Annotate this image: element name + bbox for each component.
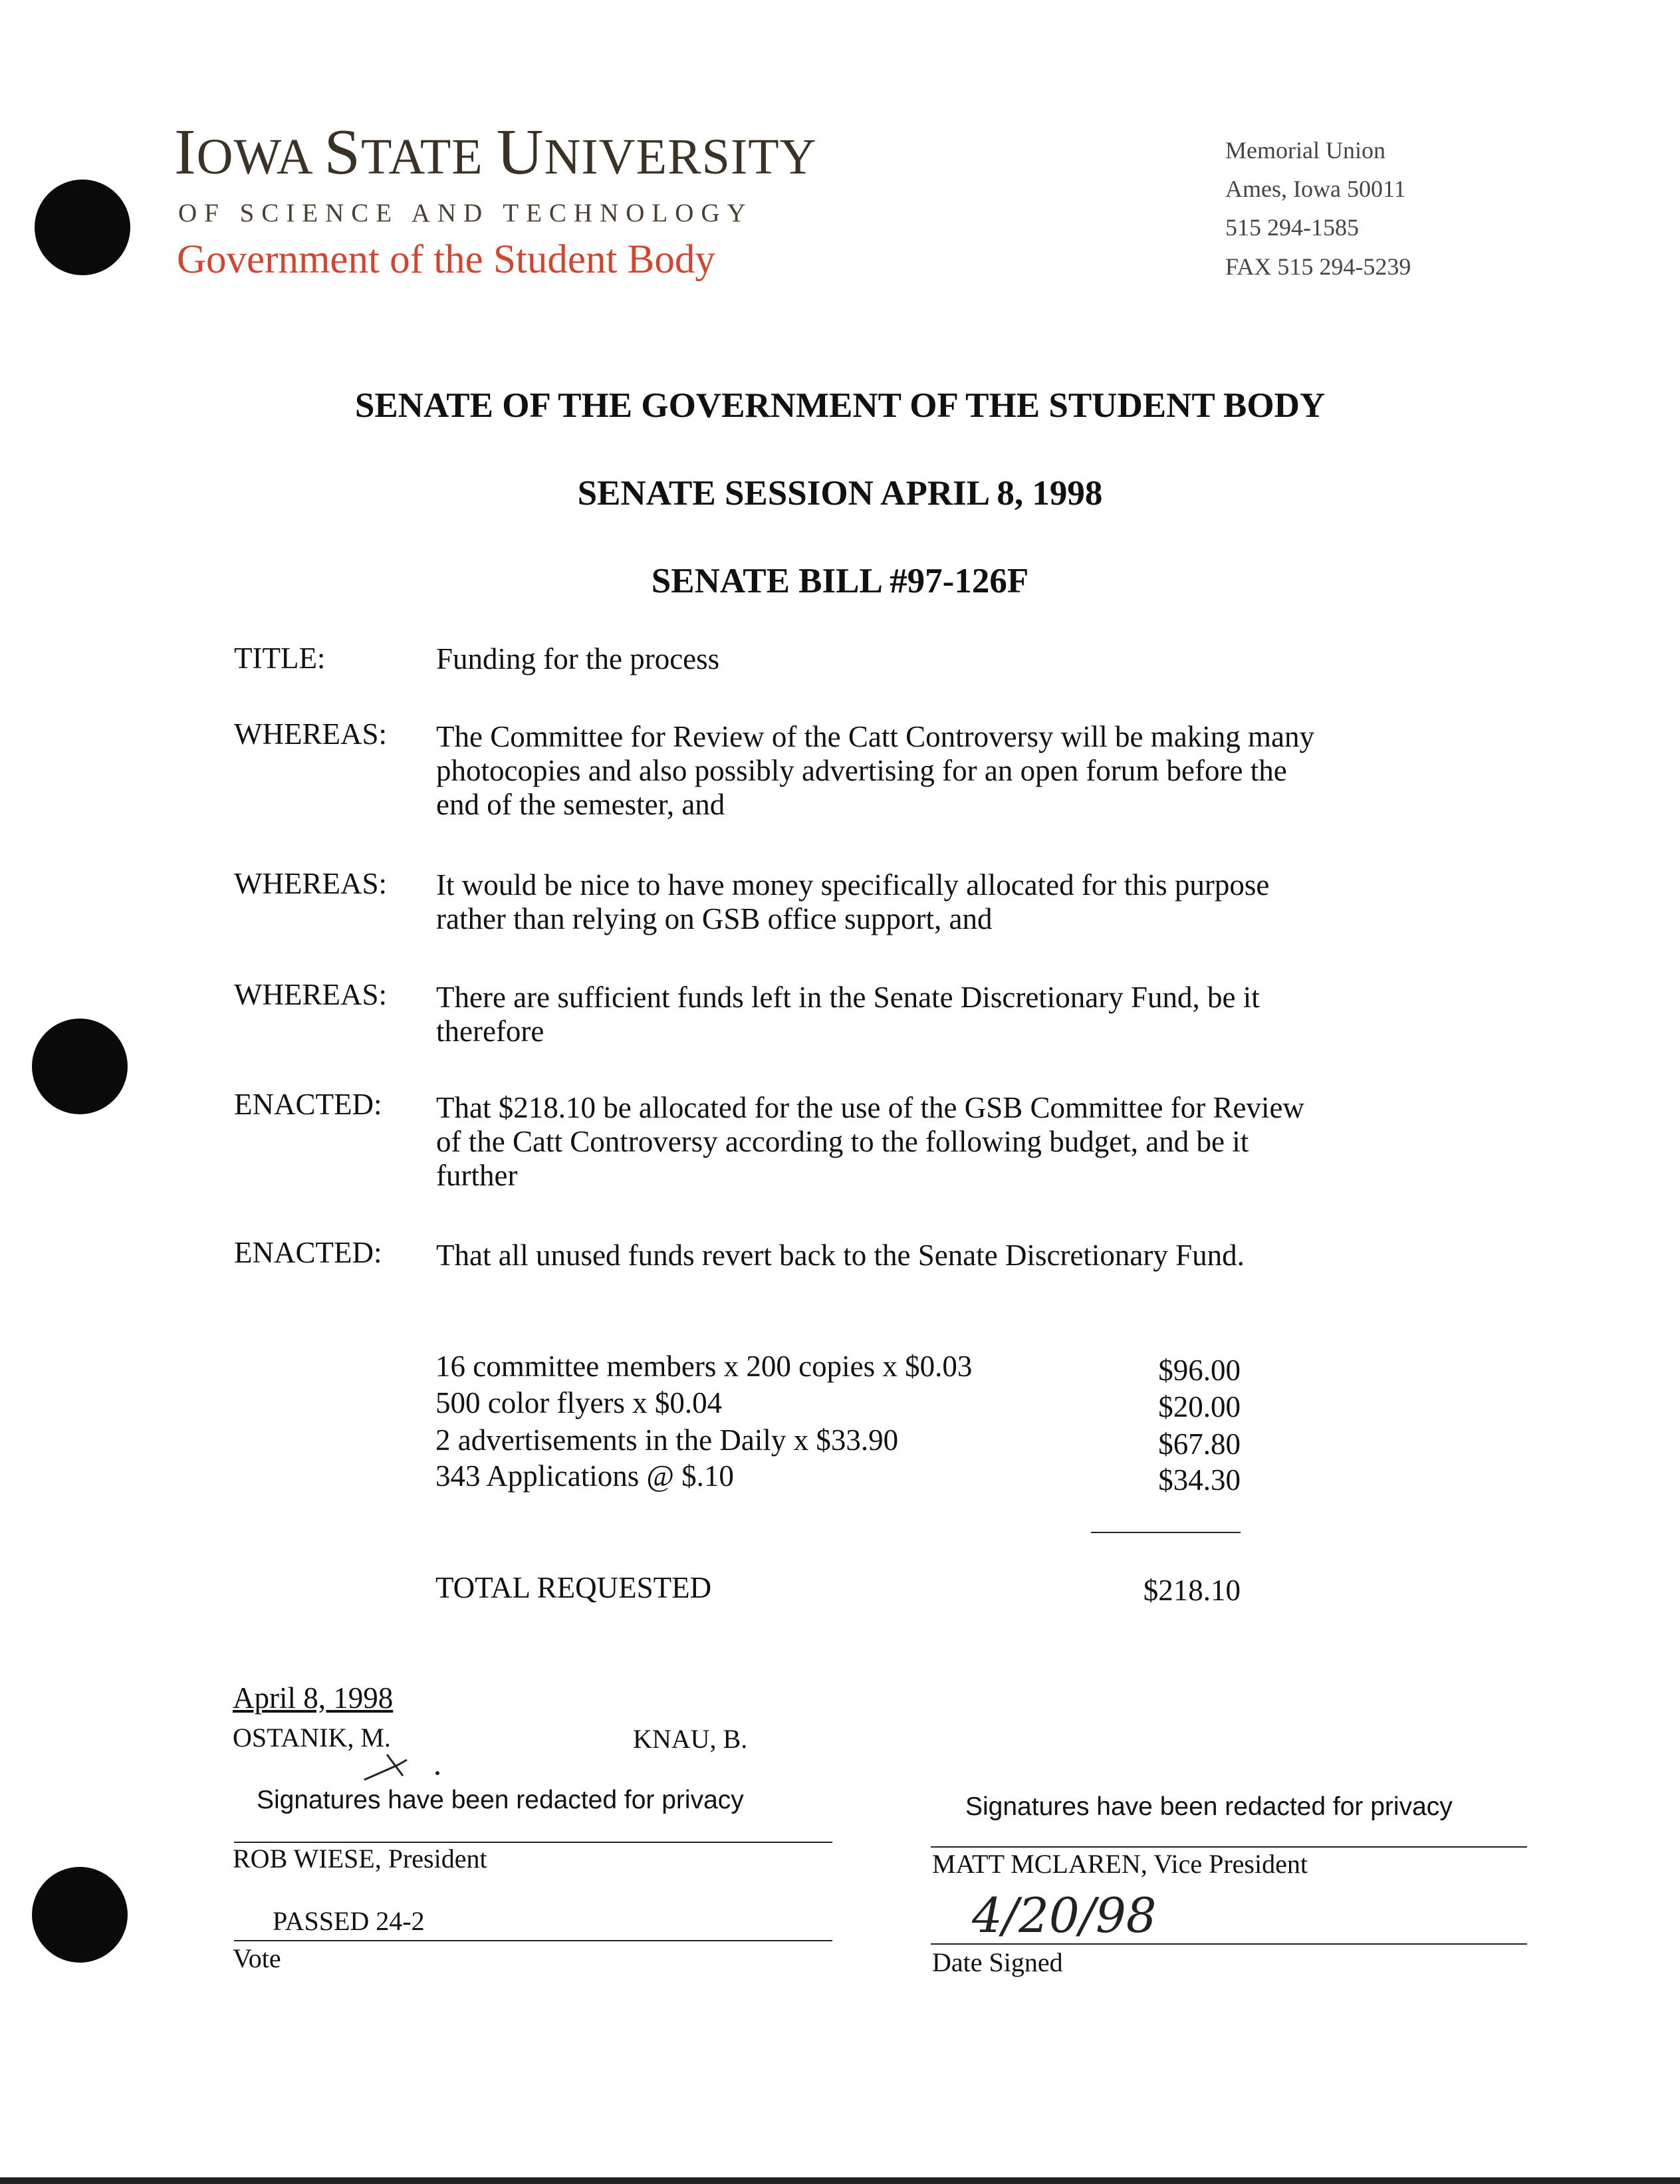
univ-part: S [324,116,362,188]
binder-hole-top [35,180,130,275]
total-amount: $218.10 [1143,1574,1241,1607]
passage-date: April 8, 1998 [233,1681,394,1715]
vote-line [234,1940,832,1941]
redacted-signature-notice: Signatures have been redacted for privacy [965,1792,1453,1821]
clause-line: Funding for the process [436,642,720,675]
clause-line: The Committee for Review of the Catt Controversy will be making many [436,720,1314,753]
budget-item: 2 advertisements in the Daily x $33.90 [435,1423,899,1457]
clause-text [436,981,1260,1048]
total-divider [1091,1532,1241,1533]
univ-part: NIVERSITY [544,129,817,185]
department-name: Government of the Student Body [177,237,715,282]
university-subtitle: OF SCIENCE AND TECHNOLOGY [178,199,753,227]
clause-line: rather than relying on GSB office support, and [436,902,993,935]
handwritten-date-text: 4/20/98 [972,1887,1157,1943]
budget-item: 16 committee members x 200 copies x $0.03 [435,1350,973,1383]
clause-label: WHEREAS: [234,867,387,900]
clause-line: therefore [436,1015,544,1048]
clause-text [436,868,1269,936]
clause-line: end of the semester, and [436,788,725,821]
redacted-signature-notice: Signatures have been redacted for privacy [257,1786,744,1814]
vote-label: Vote [233,1943,281,1973]
binder-hole-bottom [32,1867,128,1963]
clause-label: ENACTED: [234,1236,382,1269]
sponsor-name: OSTANIK, M. [233,1723,391,1753]
vote-value: PASSED 24-2 [273,1906,425,1936]
senate-heading: SENATE OF THE GOVERNMENT OF THE STUDENT BODY [354,386,1326,425]
clause-line: It would be nice to have money specifically allocated for this purpose [436,868,1270,902]
budget-amount: $67.80 [1158,1427,1241,1461]
signature-mark [359,1745,452,1785]
university-name [174,116,817,188]
session-heading: SENATE SESSION APRIL 8, 1998 [577,474,1103,513]
clause-label: ENACTED: [234,1088,382,1121]
budget-amount: $96.00 [1158,1354,1241,1387]
budget-amount: $34.30 [1158,1463,1241,1497]
clause-text [436,642,719,676]
univ-part: U [496,116,544,188]
binder-hole-middle [32,1019,128,1114]
page-bottom-edge [0,2177,1680,2184]
univ-part: TATE [361,129,497,185]
vice-president-name: MATT MCLAREN, Vice President [932,1849,1308,1879]
univ-part: I [174,116,197,188]
signature-line-vice-president [931,1846,1527,1848]
budget-item: 500 color flyers x $0.04 [435,1386,723,1419]
president-name: ROB WIESE, President [233,1844,487,1874]
date-signed-label: Date Signed [932,1947,1063,1977]
budget-item: 343 Applications @ $.10 [435,1459,734,1493]
clause-line: That $218.10 be allocated for the use of the GSB Committee for Review [436,1091,1304,1124]
clause-label: TITLE: [234,642,326,675]
clause-line: further [436,1159,518,1192]
clause-text [436,1091,1304,1193]
clause-line: That all unused funds revert back to the Senate Discretionary Fund. [436,1239,1245,1272]
clause-line: of the Catt Controversy according to the following budget, and be it [436,1125,1249,1158]
address-line: Ames, Iowa 50011 [1225,176,1406,202]
clause-label: WHEREAS: [234,978,387,1011]
total-label: TOTAL REQUESTED [435,1571,712,1604]
clause-line: There are sufficient funds left in the Senate Discretionary Fund, be it [436,981,1260,1014]
clause-label: WHEREAS: [234,717,387,751]
clause-line: photocopies and also possibly advertising for an open forum before the [436,754,1287,787]
address-line: Memorial Union [1225,137,1385,164]
address-line: 515 294-1585 [1225,214,1359,241]
address-line: FAX 515 294-5239 [1225,253,1411,280]
budget-amount: $20.00 [1158,1390,1241,1423]
sponsor-name: KNAU, B. [633,1724,748,1754]
handwritten-date [972,1885,1251,1945]
univ-part: OWA [196,129,324,185]
bill-heading: SENATE BILL #97-126F [651,562,1029,600]
clause-text [436,1239,1245,1273]
clause-text [436,720,1314,822]
date-signed-line [931,1943,1527,1945]
